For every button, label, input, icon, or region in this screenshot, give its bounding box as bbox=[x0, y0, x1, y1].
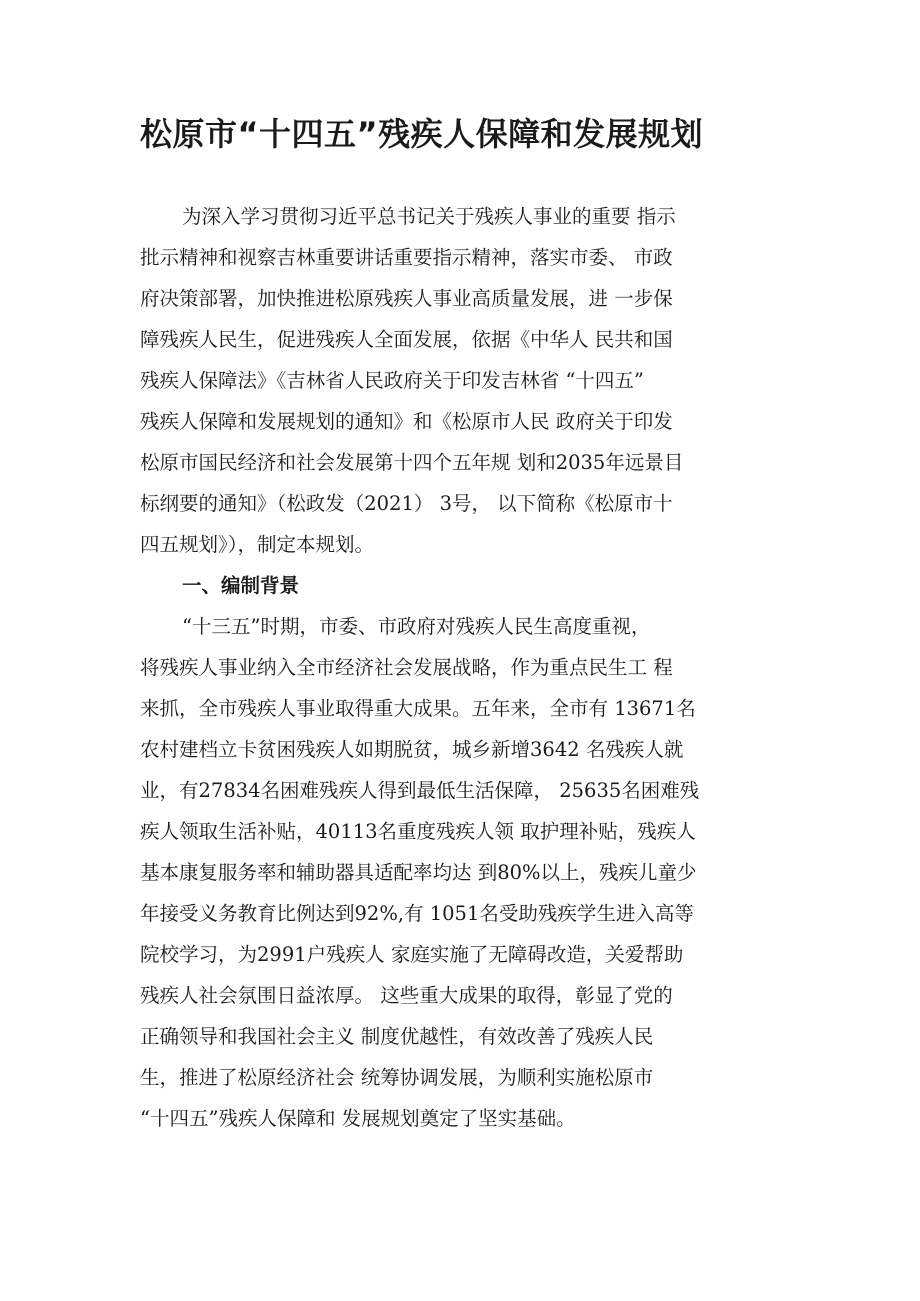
text-line: 年接受义务教育比例达到92%,有 1051名受助残疾学生进入高等 bbox=[140, 902, 694, 925]
text-line: 农村建档立卡贫困残疾人如期脱贫，城乡新增3642 名残疾人就 bbox=[140, 738, 684, 761]
text-line: 基本康复服务率和辅助器具适配率均达 到80%以上，残疾儿童少 bbox=[140, 861, 697, 884]
text-line: 来抓，全市残疾人事业取得重大成果。五年来，全市有 13671名 bbox=[140, 697, 696, 720]
text-line: 为深入学习贯彻习近平总书记关于残疾人事业的重要 指示 bbox=[182, 205, 676, 228]
text-line: 批示精神和视察吉林重要讲话重要指示精神，落实市委、 市政 bbox=[140, 246, 673, 269]
text-line: 残疾人保障和发展规划的通知》和《松原市人民 政府关于印发 bbox=[140, 410, 673, 433]
text-line: 残疾人社会氛围日益浓厚。 这些重大成果的取得，彰显了党的 bbox=[140, 984, 673, 1007]
text-line: 府决策部署，加快推进松原残疾人事业高质量发展，进 一步保 bbox=[140, 287, 673, 310]
section-heading: 一、编制背景 bbox=[182, 574, 300, 597]
text-line: 业，有27834名困难残疾人得到最低生活保障， 25635名困难残 bbox=[140, 779, 700, 802]
section-paragraph bbox=[140, 606, 800, 1139]
text-line: 正确领导和我国社会主义 制度优越性，有效改善了残疾人民 bbox=[140, 1025, 654, 1048]
text-line: 障残疾人民生，促进残疾人全面发展，依据《中华人 民共和国 bbox=[140, 328, 673, 351]
text-line: “十三五”时期，市委、市政府对残疾人民生高度重视， bbox=[182, 615, 651, 638]
intro-paragraph bbox=[140, 196, 800, 565]
text-line: 将残疾人事业纳入全市经济社会发展战略，作为重点民生工 程 bbox=[140, 656, 673, 679]
text-line: 生，推进了松原经济社会 统筹协调发展，为顺利实施松原市 bbox=[140, 1066, 654, 1089]
text-line: 院校学习，为2991户残疾人 家庭实施了无障碍改造，关爱帮助 bbox=[140, 943, 684, 966]
text-line: “十四五”残疾人保障和 发展规划奠定了坚实基础。 bbox=[140, 1107, 576, 1130]
text-line: 疾人领取生活补贴，40113名重度残疾人领 取护理补贴，残疾人 bbox=[140, 820, 696, 843]
text-line: 标纲要的通知》（松政发（2021） 3号， 以下简称《松原市十 bbox=[140, 492, 673, 515]
text-line: 松原市国民经济和社会发展第十四个五年规 划和2035年远景目 bbox=[140, 451, 684, 474]
document-title: 松原市“十四五”残疾人保障和发展规划 bbox=[140, 115, 704, 153]
text-line: 残疾人保障法》《吉林省人民政府关于印发吉林省 “十四五” bbox=[140, 369, 644, 392]
text-line: 四五规划》），制定本规划。 bbox=[140, 533, 375, 556]
